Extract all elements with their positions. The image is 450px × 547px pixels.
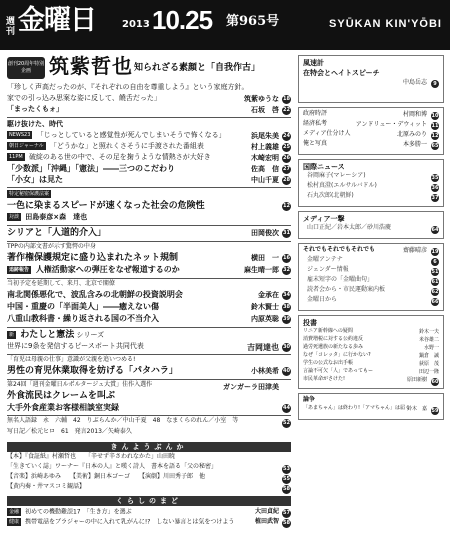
media-box	[298, 211, 444, 239]
list-item[interactable]	[303, 297, 439, 307]
sorezore-box	[298, 243, 444, 311]
item-title: 学生の公式なお出手帳	[303, 360, 354, 366]
list-item[interactable]	[7, 508, 291, 518]
item-author: 齋藤晴彦	[402, 247, 427, 254]
item-author: 鍋倉 誠	[418, 353, 439, 359]
kokusai-box	[298, 159, 444, 207]
list-item[interactable]	[7, 175, 291, 186]
item-author: 田岡俊次	[251, 229, 279, 237]
item-title: 「少数派」「沖縄」「憲法」――三つのこだわり	[7, 164, 175, 173]
magazine-logo	[6, 5, 96, 37]
list-item[interactable]	[7, 153, 291, 164]
item-author: 内原英聡	[251, 315, 279, 323]
page-number: 65	[431, 143, 439, 149]
page-number: 44	[283, 405, 290, 411]
item-title: 俺と写真	[303, 140, 328, 147]
item-title: 「どうかな」と照れくさそうに手渡された番組表	[49, 142, 204, 150]
page-number: 11	[431, 123, 439, 129]
item-author: 鈴木賢士	[251, 303, 279, 311]
item-badge: 朝日ジャーナル	[9, 143, 44, 149]
column-list[interactable]	[7, 429, 291, 440]
item-title: 在特会とヘイトスピーチ	[303, 69, 380, 77]
page-number: 10	[431, 113, 439, 119]
item-title: 南北関係悪化で、波乱含みの北朝鮮の投資説明会	[7, 290, 183, 299]
item-title: 一色に染まるスピードが速くなった社会の危険性	[7, 201, 205, 211]
item-author: 佐高 信	[251, 165, 279, 173]
list-item[interactable]	[7, 244, 291, 253]
item-title: 外食流民はクレームを叫ぶ	[7, 391, 116, 401]
item-title: 松村真澄(エルサルバドル)	[307, 182, 377, 189]
tokusho-box	[298, 315, 444, 389]
item-title: 八重山教科書・繰り返される国の不当介入	[7, 314, 159, 323]
box-title: 風速計	[303, 59, 324, 67]
item-badge: 対談	[9, 214, 20, 220]
list-item[interactable]	[7, 131, 291, 142]
item-author: 小林美希	[251, 367, 279, 375]
item-kicker: 「育児は母親の仕事」意識が父親を追いつめる!	[7, 356, 136, 363]
page-number: 22	[283, 107, 290, 113]
logo-small-text: 週刊	[6, 17, 15, 37]
item-title: 雇末短字の「金曜曲句」	[307, 276, 374, 283]
item-title: メディア仕分け人	[303, 130, 351, 137]
page-number: 34	[283, 292, 290, 298]
item-author: 鈴木 嘉	[406, 406, 427, 412]
item-title: 【本】『食証紙』村瀬哲也 「辛せず辛さわれなかた」山田暁	[7, 453, 176, 460]
ronso-box	[298, 393, 444, 420]
list-item[interactable]	[7, 518, 291, 528]
page-number: 35	[431, 175, 439, 181]
series-label: シリーズ	[76, 331, 105, 339]
page-number: 18	[283, 96, 290, 102]
page-number: 40	[283, 368, 290, 374]
item-title: なぜ「コレッタ」に行かない?	[303, 352, 371, 358]
item-badge: 追跡報告	[9, 266, 30, 273]
item-author: 中山千夏	[251, 176, 279, 184]
feature-tag: 創刊20周年特別企画	[7, 57, 45, 79]
item-title: 政府時評	[303, 110, 328, 117]
item-title: 金曜日から	[307, 296, 338, 303]
list-item[interactable]	[7, 105, 291, 116]
item-title: 谷岡麻子(マレーシア)	[307, 172, 366, 179]
masthead	[0, 0, 450, 50]
item-badge: 11PM	[9, 154, 23, 160]
list-item[interactable]	[7, 382, 291, 391]
feature-header	[7, 55, 291, 83]
divider	[7, 278, 291, 279]
divider	[7, 354, 291, 355]
item-author: 村上義雄	[251, 143, 279, 151]
item-title: 言論不可欠「人」であってもー	[303, 368, 373, 374]
page-number: 36	[431, 185, 439, 191]
page-number: 64	[431, 227, 439, 233]
item-title: 「まったくもォ」	[7, 105, 63, 113]
item-author: 横田 一	[251, 254, 279, 262]
box-title: それでもそれでもそれでも	[303, 246, 376, 253]
item-kicker: 当初予定を延期して、来月、北京で閣僚	[7, 280, 115, 287]
item-author: 北原みのり	[396, 131, 427, 138]
page-number: 12	[431, 133, 439, 139]
item-title: 市民革命がさけた!	[303, 376, 346, 382]
list-item[interactable]	[7, 290, 291, 302]
page-number: 52	[283, 420, 290, 426]
item-author: 田島泰彦×森 達也	[25, 213, 88, 221]
page-number: 57	[283, 510, 290, 516]
item-author: ガンガーラ田津美	[223, 383, 279, 391]
series-title: わたしと憲法	[20, 330, 75, 340]
contents-right-column	[298, 55, 444, 424]
item-title: 中国・重慶の「半面美人」――癒えない傷	[7, 302, 159, 311]
fuhyo-box	[298, 55, 444, 103]
item-title: 破綻のある世の中で、その足を掬うような情熱さが大好き	[28, 153, 211, 161]
list-item[interactable]	[303, 193, 439, 203]
page-number: 61	[431, 279, 439, 285]
list-item[interactable]	[7, 302, 291, 314]
section-title: 駆け抜けた、時代	[7, 120, 63, 128]
list-item[interactable]	[7, 281, 291, 290]
item-author: 金承在	[258, 291, 279, 299]
item-title: 過労死遺族の新たなる歩み	[303, 344, 364, 350]
page-number: 9	[431, 80, 439, 88]
page-number: 60	[431, 379, 439, 385]
item-author: 筑紫ゆうな	[244, 95, 279, 103]
item-author: 麻生晴一郎	[244, 266, 279, 274]
list-item[interactable]	[7, 164, 291, 175]
item-badge: 特定秘密保護法案	[9, 191, 50, 197]
list-item[interactable]	[7, 83, 291, 94]
item-title: 石丸次郎(北朝鮮)	[307, 192, 354, 199]
list-item[interactable]	[7, 403, 291, 414]
page-number: 12	[283, 203, 290, 209]
series-item[interactable]	[7, 330, 291, 342]
item-title: 【黄内奏・井マスコミ観話】	[7, 483, 86, 490]
topics-box	[298, 107, 444, 155]
item-title: シリアと「人道的介入」	[7, 228, 107, 238]
divider	[7, 187, 291, 188]
series-sub: 世界に9条を発信するピースボート共同代表	[7, 342, 144, 350]
list-item[interactable]	[303, 225, 439, 235]
item-title: 家での引っ込み思案な姿に反して、饒舌だった」	[7, 94, 161, 102]
item-title: 人権活動家への弾圧をなぜ報道するのか	[35, 265, 180, 274]
item-author: 吉岡達也	[247, 343, 279, 352]
item-author: 大田貞紀	[254, 508, 279, 515]
page-number: 62	[431, 289, 439, 295]
contents-left-column	[7, 55, 291, 528]
item-author: 荻原 茂	[418, 361, 439, 367]
logo-big-text: 金曜日	[18, 5, 96, 36]
page-number: 27	[283, 166, 290, 172]
divider	[7, 415, 291, 416]
list-item[interactable]	[303, 141, 439, 151]
page-number: 25	[283, 144, 290, 150]
list-item[interactable]	[7, 253, 291, 265]
page-number: 24	[283, 133, 290, 139]
page-number: 59	[431, 408, 439, 414]
item-badge: NEWS23	[9, 132, 31, 138]
page-number: 6	[431, 258, 439, 266]
page-number: 58	[283, 520, 290, 526]
series-prefix: 新	[9, 332, 15, 338]
section-band-kurashi: くらしのまど	[7, 496, 291, 506]
page-number: 31	[283, 230, 290, 236]
list-item[interactable]	[303, 377, 439, 385]
item-badge: 健康	[9, 519, 20, 525]
divider	[7, 225, 291, 226]
list-item[interactable]	[7, 391, 291, 403]
list-item[interactable]	[303, 69, 439, 79]
page-number: 53	[283, 466, 290, 472]
box-title: 投書	[303, 319, 317, 327]
list-item[interactable]	[7, 484, 291, 494]
item-title: 読者会から・市民運動案内板	[307, 286, 386, 293]
page-number: 55	[283, 476, 290, 482]
list-item[interactable]	[7, 213, 291, 224]
feature-subtitle[interactable]: 知られざる素顔と「自我作古」	[134, 63, 261, 73]
item-author: 田辺一隆	[418, 369, 439, 375]
page-number: 28	[283, 177, 290, 183]
divider	[7, 379, 291, 380]
divider	[7, 117, 291, 118]
item-author: 米谷雄二	[418, 337, 439, 343]
item-author: 村岡和博	[402, 111, 427, 118]
item-author: 木崎宏明	[251, 154, 279, 162]
item-title: 男性の育児休業取得を妨げる「パタハラ」	[7, 366, 178, 376]
page-number: 37	[431, 195, 439, 201]
issue-number: 第965号	[226, 14, 280, 29]
list-item[interactable]	[7, 201, 291, 213]
page-number: 16	[283, 255, 290, 261]
item-title: 経済私考	[303, 120, 328, 127]
item-author: 植田武智	[254, 518, 279, 525]
item-kicker: 第24回「週刊金曜日ルポルタージュ大賞」佳作入選作	[7, 381, 153, 388]
latin-title: SYŪKAN KIN'YŌBI	[329, 18, 442, 30]
list-item[interactable]	[7, 94, 291, 105]
item-title: 【音楽】浜崎あゆみ 【美術】銅日本ゴーゴ 【演劇】川田秀子郎 他	[7, 473, 206, 480]
box-title: 国際ニュース	[303, 163, 345, 171]
item-author: 水野一	[423, 345, 439, 351]
list-item[interactable]	[7, 314, 291, 326]
page-number: 58	[283, 486, 290, 492]
item-title: ジェンダー情報	[307, 266, 349, 273]
item-author: 中島岳志	[402, 79, 427, 86]
issue-year: 2013	[122, 19, 150, 30]
divider	[7, 327, 291, 328]
list-item[interactable]	[7, 228, 291, 240]
item-badge: 金融	[9, 509, 20, 515]
column-text: 無名人語録 永 六輔 42 りぶらんか／中山千夏 48 なまくらのれん／小室 等	[7, 417, 239, 424]
item-title: 「生きていく誌」ワーナー『日本の人』と嘆く詩人 書本を語る「父の秘密」	[7, 463, 218, 470]
item-title: 山口正紀／岩本太郎／砂川浩慶	[307, 224, 392, 231]
item-title: 「珍しく声高だったのが、『それぞれの自由を尊重しよう』という家庭方針。	[7, 83, 249, 91]
list-item[interactable]	[7, 142, 291, 153]
item-author: 浜尾朱美	[251, 132, 279, 140]
page-number: 51	[431, 269, 439, 275]
column-text: 写日記／松元ヒロ 61 発言2013／矢崎泰久	[7, 428, 132, 435]
item-title: 金曜アンテナ	[307, 256, 343, 263]
box-title: 論争	[303, 396, 316, 403]
item-kicker: TPPの内部文書が示す驚愕の中身	[7, 243, 96, 250]
list-item[interactable]	[7, 265, 291, 277]
item-author: アンドリュー・デウィット	[355, 121, 427, 128]
page-number: 32	[283, 267, 290, 273]
secret-law-block[interactable]	[7, 190, 291, 201]
section-band-kinyo-bunka: きんようぶんか	[7, 442, 291, 452]
list-item[interactable]	[7, 342, 291, 353]
item-title: 「あまちゃん」は終わり!「アマちゃん」は届く	[303, 405, 411, 411]
item-title: 「じっとしていると感覚性が死んでしまいそうで怖くなる」	[36, 131, 226, 139]
page-number: 66	[431, 299, 439, 305]
page-number: 26	[283, 155, 290, 161]
item-title: 消費増税に対する公約違反	[303, 336, 364, 342]
list-item[interactable]	[7, 357, 291, 366]
item-title: 「小女」は見た	[7, 175, 63, 184]
item-author: 本多勝一	[402, 141, 427, 148]
item-sub: 大手外食産業お客様相談室実録	[7, 403, 119, 412]
page-number: 30	[283, 344, 290, 350]
item-title: 携帯電話をブラジャーの中に入れて乳がんに!? しない暴言とは気をつけよう	[24, 518, 235, 526]
item-author: 鈴木一夫	[418, 329, 439, 335]
item-author: 石坂 啓	[251, 106, 279, 114]
item-author: 原田新樹	[406, 377, 427, 383]
item-title: リニア新幹線への疑問	[303, 328, 353, 334]
box-title: メディア一撃	[303, 215, 345, 223]
page-number: 39	[283, 316, 290, 322]
list-item[interactable]	[7, 366, 291, 378]
divider	[7, 241, 291, 242]
item-title: 著作権保護規定に盛り込まれたネット規制	[7, 253, 179, 263]
list-item[interactable]	[303, 406, 439, 416]
list-item[interactable]	[303, 79, 439, 89]
issue-date: 10.25	[152, 5, 213, 35]
item-title: 初めての機動難誤17 「生き方」を選ぶ	[24, 508, 132, 516]
page-number: 38	[283, 304, 290, 310]
feature-name[interactable]: 筑紫哲也	[49, 54, 133, 78]
page-number: 19	[431, 249, 439, 255]
